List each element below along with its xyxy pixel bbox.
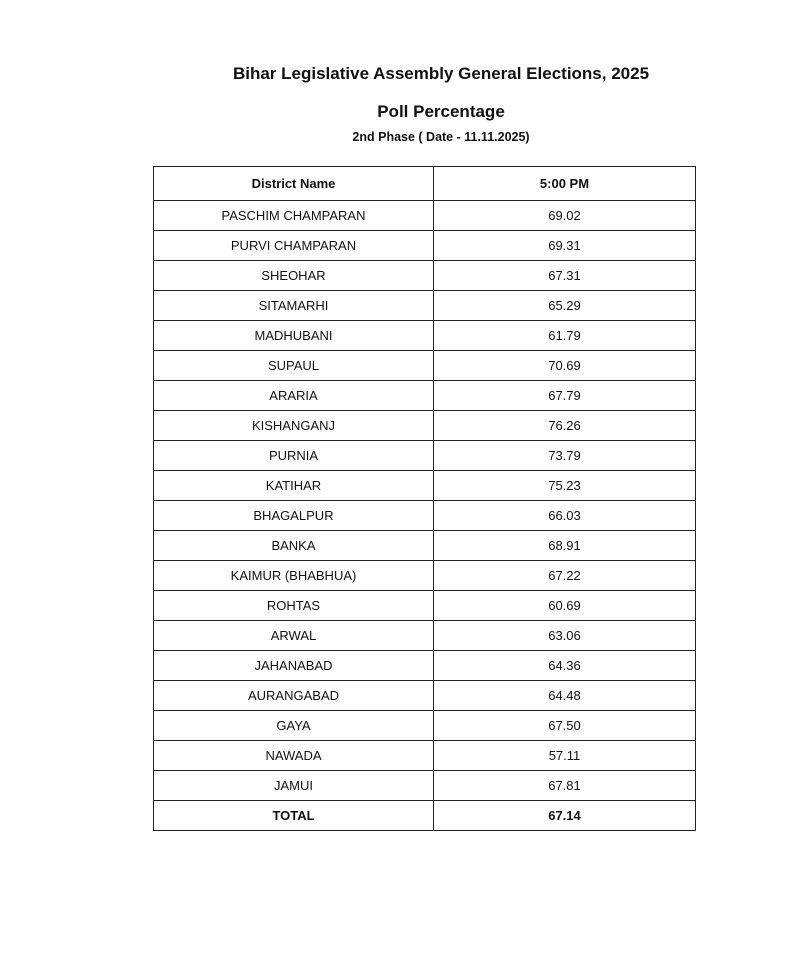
percentage-cell: 69.02 [434,201,696,231]
total-label: TOTAL [154,801,434,831]
table-row [154,441,696,471]
district-cell: GAYA [154,711,434,741]
table-row [154,321,696,351]
district-cell: JAMUI [154,771,434,801]
phase-date-label: 2nd Phase ( Date - 11.11.2025) [352,130,530,144]
percentage-cell: 65.29 [434,291,696,321]
document-title: Bihar Legislative Assembly General Elections, 2025 [232,64,650,83]
table-row [154,411,696,441]
percentage-cell: 64.36 [434,651,696,681]
district-cell: ARWAL [154,621,434,651]
poll-percentage-table [153,166,696,831]
district-cell: MADHUBANI [154,321,434,351]
percentage-cell: 73.79 [434,441,696,471]
district-cell: ROHTAS [154,591,434,621]
table-row [154,561,696,591]
time-header: 5:00 PM [434,167,696,201]
table-row [154,621,696,651]
district-cell: PURNIA [154,441,434,471]
district-cell: NAWADA [154,741,434,771]
district-cell: KATIHAR [154,471,434,501]
table-row [154,651,696,681]
table-row [154,471,696,501]
district-cell: KISHANGANJ [154,411,434,441]
table-row [154,591,696,621]
percentage-cell: 57.11 [434,741,696,771]
district-cell: AURANGABAD [154,681,434,711]
document-subtitle: Poll Percentage [377,102,505,121]
table-row [154,291,696,321]
table-row [154,231,696,261]
table-row [154,381,696,411]
table-row [154,531,696,561]
table-row [154,501,696,531]
percentage-cell: 66.03 [434,501,696,531]
percentage-cell: 67.31 [434,261,696,291]
table-row [154,261,696,291]
percentage-cell: 67.22 [434,561,696,591]
percentage-cell: 67.50 [434,711,696,741]
district-cell: SHEOHAR [154,261,434,291]
percentage-cell: 76.26 [434,411,696,441]
district-name-header: District Name [154,167,434,201]
table-row [154,681,696,711]
percentage-cell: 60.69 [434,591,696,621]
district-cell: SUPAUL [154,351,434,381]
percentage-cell: 67.81 [434,771,696,801]
district-cell: ARARIA [154,381,434,411]
district-cell: SITAMARHI [154,291,434,321]
percentage-cell: 68.91 [434,531,696,561]
district-cell: PASCHIM CHAMPARAN [154,201,434,231]
percentage-cell: 67.79 [434,381,696,411]
percentage-cell: 63.06 [434,621,696,651]
table-row [154,711,696,741]
table-row [154,351,696,381]
district-cell: BHAGALPUR [154,501,434,531]
district-cell: KAIMUR (BHABHUA) [154,561,434,591]
district-cell: JAHANABAD [154,651,434,681]
district-cell: PURVI CHAMPARAN [154,231,434,261]
table-row [154,201,696,231]
percentage-cell: 70.69 [434,351,696,381]
table-header-row [154,167,696,201]
percentage-cell: 75.23 [434,471,696,501]
table-row [154,771,696,801]
total-row [154,801,696,831]
percentage-cell: 61.79 [434,321,696,351]
table-row [154,741,696,771]
district-cell: BANKA [154,531,434,561]
percentage-cell: 69.31 [434,231,696,261]
total-value: 67.14 [434,801,696,831]
percentage-cell: 64.48 [434,681,696,711]
